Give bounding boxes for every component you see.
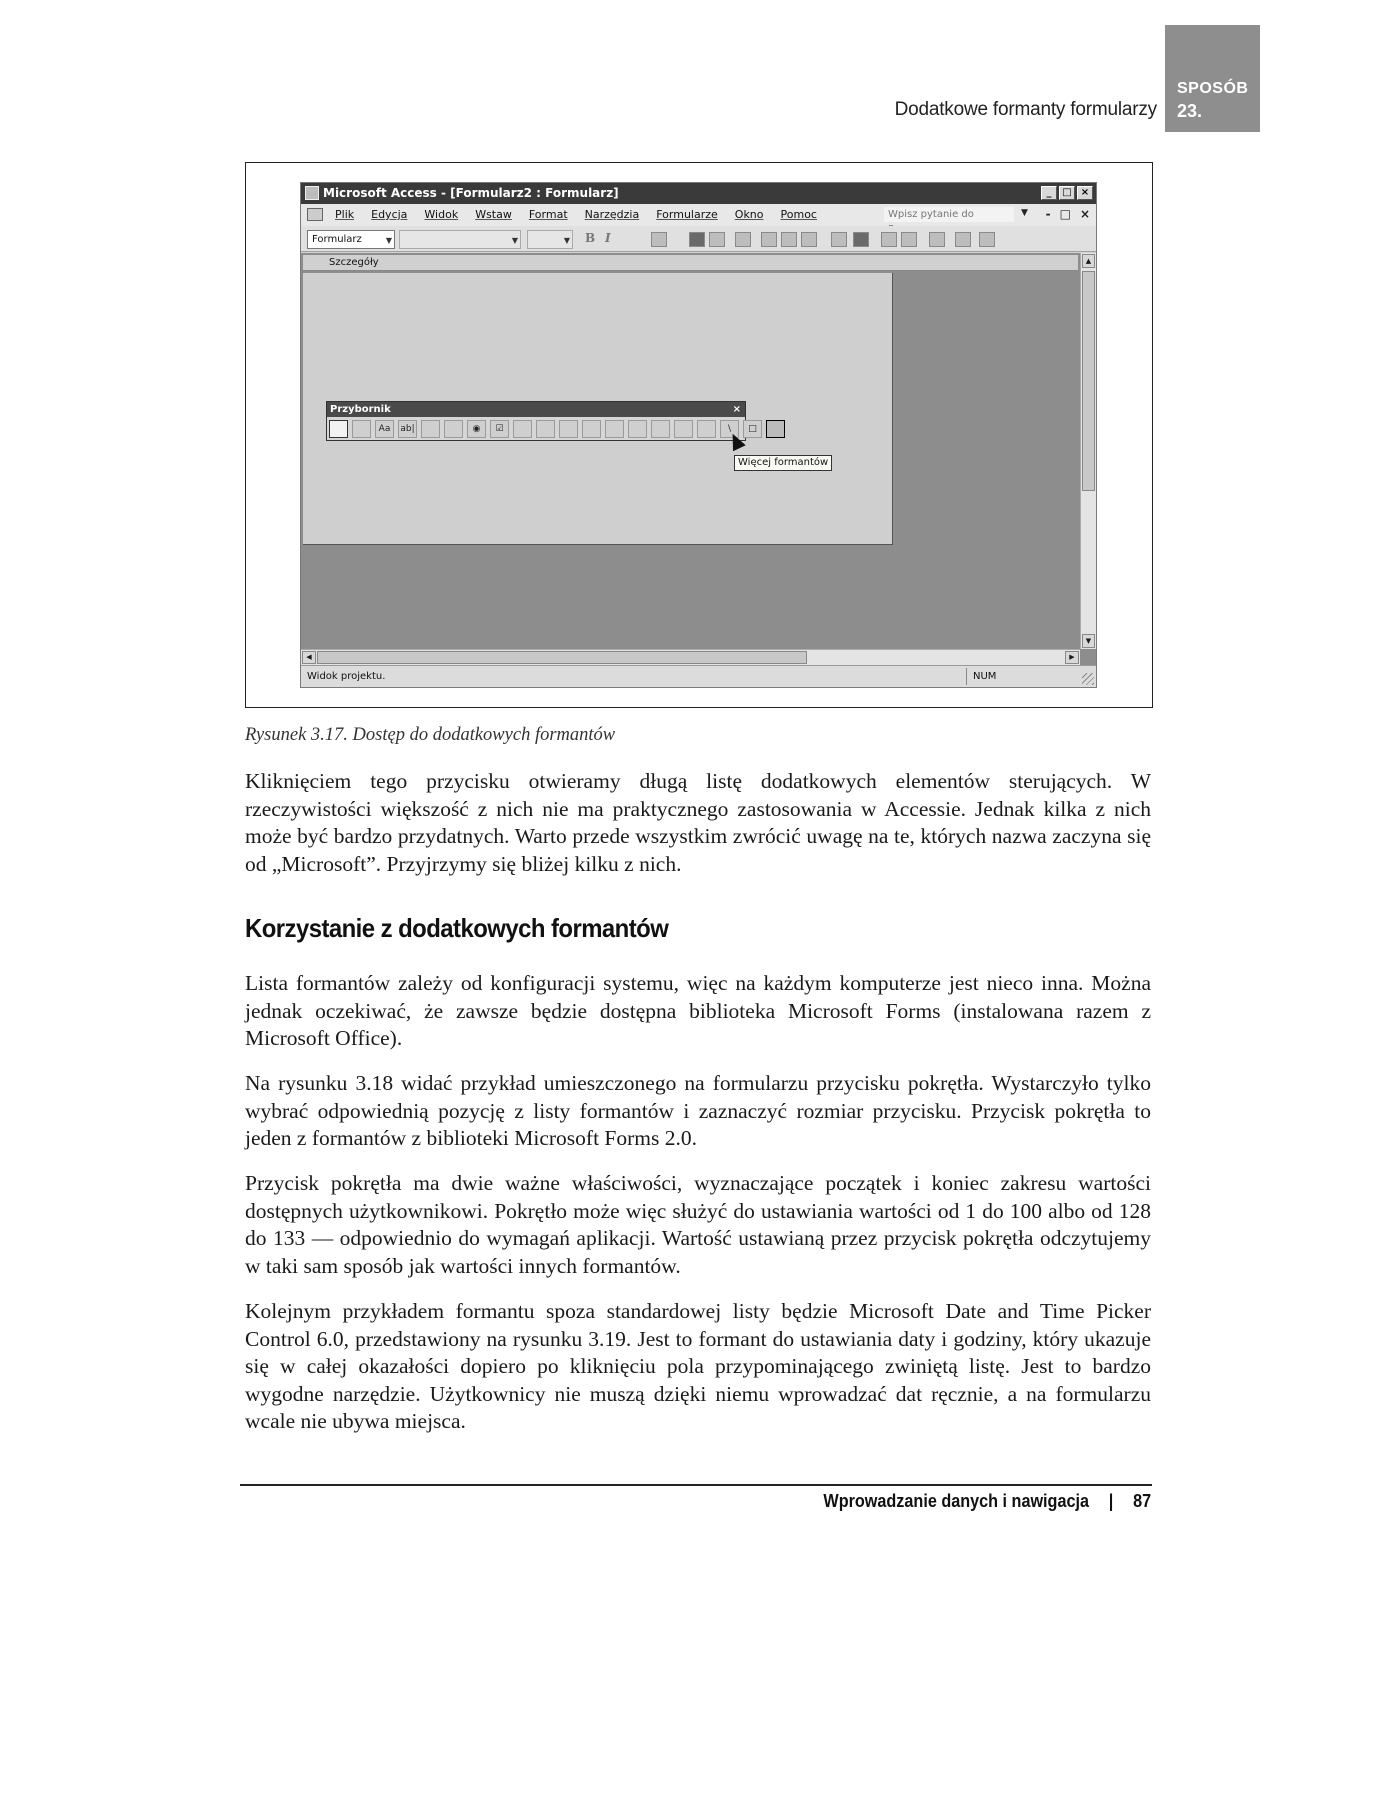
status-bar [301,665,1096,687]
object-select-value: Formularz [312,234,362,245]
paragraph-date-picker: Kolejnym przykładem formantu spoza standardowej listy będzie Microsoft Date and Time Picker Control 6.0, przedstawiony na rysunku 3.19. Jest to formant do ustawiania daty i godziny, który ukazuje się w całej okazałości dopiero po kliknięciu pola przypominającego zwiniętą listę. Jest to bardzo wygodne narzędzie. Użytkownicy nie muszą dzięki niemu wprowadzać dat ręcznie, a na formularzu wcale nie ubywa miejsca. [245,1299,1151,1433]
label-icon[interactable]: Aa [375,420,394,438]
paragraph-spin-button: Na rysunku 3.18 widać przykład umieszczonego na formularzu przycisku pokrętła. Wystarczyło tylko wybrać odpowiednią pozycję z listy formantów i zaznaczyć rozmiar przycisku. Przycisk pokrętła to jeden z formantów z biblioteki Microsoft Forms 2.0. [245,1071,1151,1150]
doc-close-button[interactable]: × [1079,207,1090,221]
new-object-icon[interactable] [979,232,995,247]
rectangle-icon[interactable]: □ [743,420,762,438]
status-divider [966,668,967,685]
object-select[interactable] [307,230,395,249]
more-controls-icon[interactable] [766,420,785,438]
formatting-toolbar [301,226,1096,252]
detail-section-label: Szczegóły [329,257,379,268]
bound-object-frame-icon[interactable] [628,420,647,438]
database-window-icon[interactable] [955,232,971,247]
font-size-select[interactable] [527,230,573,249]
window-titlebar[interactable] [301,183,1096,204]
line-icon[interactable]: \ [720,420,739,438]
doc-minimize-button[interactable]: - [1045,207,1051,221]
copy-icon[interactable] [781,232,797,247]
paste-icon[interactable] [801,232,817,247]
chevron-down-icon: ▼ [563,236,570,245]
minimize-button[interactable]: _ [1041,186,1057,200]
document-controls [1046,207,1090,221]
toggle-button-icon[interactable] [444,420,463,438]
menu-pomoc[interactable]: Pomoc [780,208,817,221]
toolbox-titlebar[interactable] [327,402,745,417]
command-button-icon[interactable] [559,420,578,438]
footer-section-title: Wprowadzanie danych i nawigacja [823,1491,1089,1511]
more-controls-tooltip: Więcej formantów [734,455,832,471]
vertical-scroll-thumb[interactable] [1082,271,1095,491]
vertical-scrollbar[interactable] [1080,253,1096,649]
subform-icon[interactable] [697,420,716,438]
option-button-icon[interactable]: ◉ [467,420,486,438]
running-title: Dodatkowe formanty formularzy [894,99,1157,120]
resize-grip-icon[interactable] [1082,673,1094,685]
help-question-input[interactable]: Wpisz pytanie do [884,207,1014,222]
check-box-icon[interactable]: ☑ [490,420,509,438]
chevron-down-icon[interactable]: ▼ [1021,208,1028,218]
toolbox-title: Przybornik [330,404,391,415]
italic-icon[interactable]: I [605,231,611,245]
horizontal-scrollbar[interactable] [301,649,1080,665]
search-icon[interactable] [709,232,725,247]
menu-plik[interactable]: Plik [335,208,355,221]
doc-restore-button[interactable]: □ [1059,207,1071,221]
paragraph-controls-list: Lista formantów zależy od konfiguracji systemu, więc na każdym komputerze jest nieco inna. Można jednak oczekiwać, że zawsze będzie dostępna biblioteka Microsoft Forms (instalowana razem z Microsoft Office). [245,971,1151,1050]
bold-icon[interactable]: B [585,231,596,245]
print-preview-icon[interactable] [735,232,751,247]
save-icon[interactable] [689,232,705,247]
scroll-down-icon[interactable]: ▼ [1082,634,1095,648]
page-footer [823,1491,1151,1512]
num-lock-indicator: NUM [973,671,997,682]
toolbox-close-icon[interactable]: × [732,404,741,415]
font-name-select[interactable] [399,230,521,249]
access-window [300,182,1097,688]
window-controls [1041,186,1093,200]
select-objects-icon[interactable] [329,420,348,438]
detail-section-bar[interactable] [303,255,1078,271]
menu-okno[interactable]: Okno [734,208,764,221]
text-box-icon[interactable]: ab| [398,420,417,438]
control-wizards-icon[interactable] [352,420,371,438]
autoformat-icon[interactable] [881,232,897,247]
figure-caption: Rysunek 3.17. Dostęp do dodatkowych formantów [245,725,616,745]
toolbox-tools [329,420,785,438]
menu-format[interactable]: Format [528,208,568,221]
combo-box-icon[interactable] [513,420,532,438]
unbound-object-frame-icon[interactable] [605,420,624,438]
menu-bar [301,204,1096,226]
menu-wstaw[interactable]: Wstaw [475,208,512,221]
figure-frame [245,162,1153,708]
menu-items [335,208,817,221]
chapter-badge [1165,25,1260,132]
maximize-button[interactable]: □ [1059,186,1075,200]
code-icon[interactable] [901,232,917,247]
chevron-down-icon: ▼ [511,236,518,245]
field-list-icon[interactable] [831,232,847,247]
document-icon[interactable] [307,208,323,221]
image-icon[interactable] [582,420,601,438]
section-heading: Korzystanie z dodatkowych formantów [245,913,669,943]
scroll-left-icon[interactable]: ◀ [302,651,316,664]
properties-icon[interactable] [929,232,945,247]
footer-rule [240,1484,1152,1486]
option-group-icon[interactable] [421,420,440,438]
menu-formularze[interactable]: Formularze [656,208,718,221]
chevron-down-icon: ▼ [385,236,392,245]
menu-edycja[interactable]: Edycja [371,208,408,221]
badge-number: 23. [1177,101,1203,121]
paragraph-intro: Kliknięciem tego przycisku otwieramy długą listę dodatkowych elementów sterujących. W rzeczywistości większość z nich nie ma praktycznego zastosowania w Accessie. Jednak kilka z nich może być bardzo przydatnych. Warto przede wszystkim zwrócić uwagę na te, których nazwa zaczyna się od „Microsoft”. Przyjrzymy się bliżej kilku z nich. [245,769,1151,876]
close-button[interactable]: × [1077,186,1093,200]
form-design-workspace [301,253,1096,665]
access-app-icon[interactable] [305,186,319,200]
menu-widok[interactable]: Widok [424,208,459,221]
page-number: 87 [1132,1491,1151,1511]
menu-narzedzia[interactable]: Narzędzia [584,208,640,221]
status-text: Widok projektu. [307,671,386,682]
align-icon[interactable] [651,232,667,247]
toolbox-palette[interactable] [326,401,757,441]
badge-label: SPOSÓB [1177,80,1249,97]
tab-control-icon[interactable] [674,420,693,438]
running-header [0,0,1400,140]
scroll-up-icon[interactable]: ▲ [1082,254,1095,268]
paragraph-spin-properties: Przycisk pokrętła ma dwie ważne właściwości, wyznaczające początek i koniec zakresu wartości dostępnych użytkownikowi. Pokrętło może więc służyć do ustawiania wartości od 1 do 100 albo od 128 do 133 — odpowiednio do wymagań aplikacji. Wartość ustawianą przez przycisk pokrętła odczytujemy w taki sam sposób jak wartości innych formantów. [245,1171,1151,1278]
window-title: Microsoft Access - [Formularz2 : Formularz] [323,186,619,200]
list-box-icon[interactable] [536,420,555,438]
page-break-icon[interactable] [651,420,670,438]
cut-icon[interactable] [761,232,777,247]
footer-separator: | [1108,1491,1114,1511]
toolbox-icon[interactable] [853,232,869,247]
horizontal-scroll-thumb[interactable] [317,651,807,664]
scroll-right-icon[interactable]: ▶ [1065,651,1079,664]
